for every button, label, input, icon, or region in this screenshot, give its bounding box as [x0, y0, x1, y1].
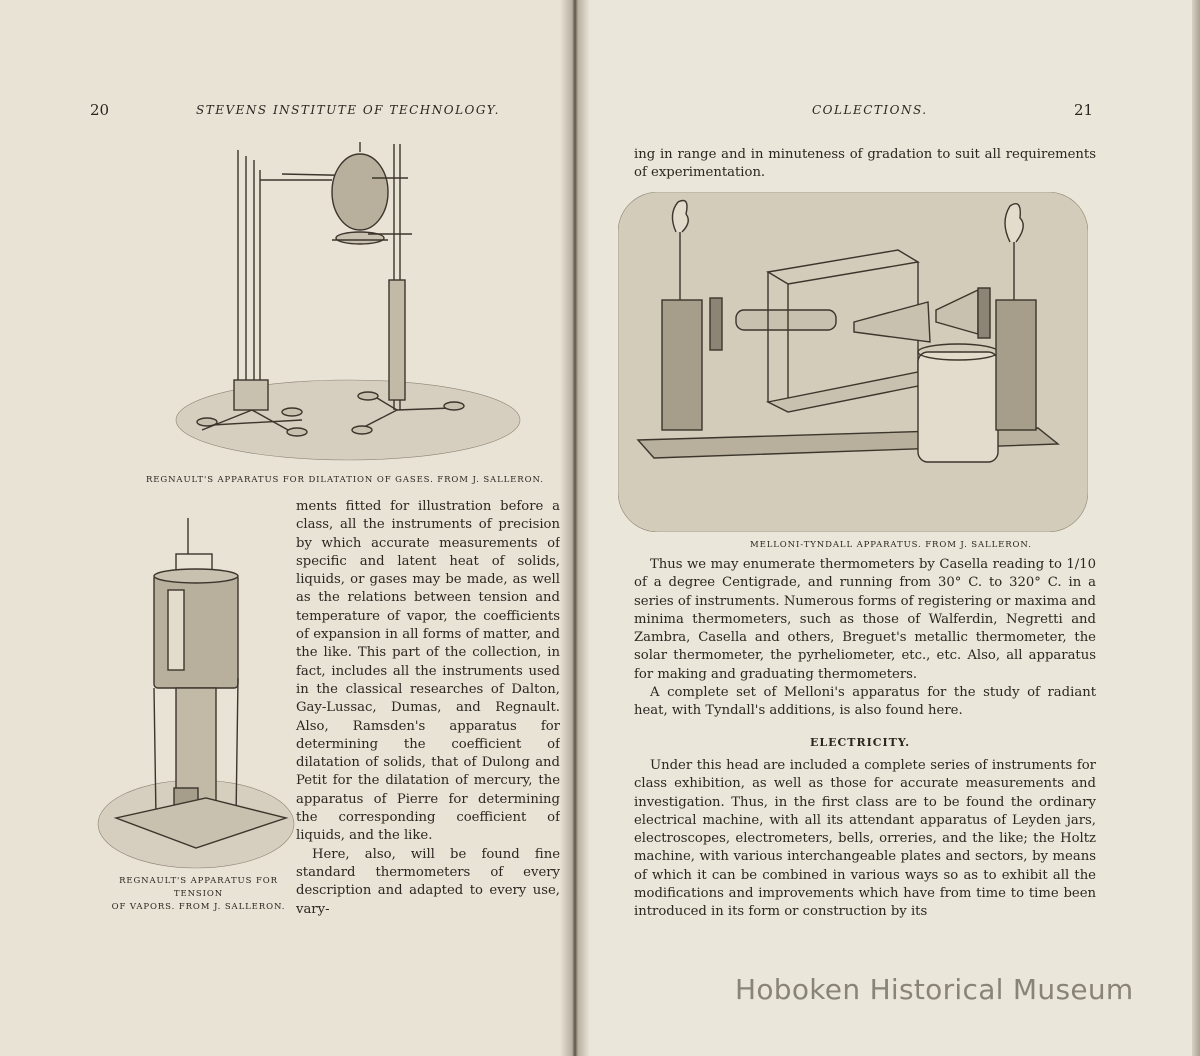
- figure1-caption: REGNAULT'S APPARATUS FOR DILATATION OF GASES. FROM J. SALLERON.: [146, 475, 544, 485]
- left-page: [0, 0, 572, 1056]
- right-paragraph-2: A complete set of Melloni's apparatus for the study of radiant heat, with Tyndall's additions, is also found here.: [634, 685, 1096, 719]
- museum-watermark: Hoboken Historical Museum: [735, 973, 1134, 1006]
- right-paragraph-0: ing in range and in minuteness of gradation to suit all requirements of experimentation.: [634, 147, 1096, 181]
- melloni-caption: MELLONI-TYNDALL APPARATUS. FROM J. SALLERON.: [750, 540, 1032, 550]
- melloni-tyndall-illustration: [618, 192, 1088, 532]
- right-paragraph-3: Under this head are included a complete series of instruments for class exhibition, as well as those for accurate measurements and investigation. Thus, in the first class are to be found the ordinary electrical machine, with all its attendant apparatus of Leyden jars, electroscopes, electrometers, bells, orreries, and the like; the Holtz machine, with various interchangeable plates and sectors, by means of which it can be combined in various ways so as to exhibit all the modifications and improvements which have from time to time been introduced in its form or construction by its: [634, 758, 1096, 920]
- right-electricity-text: [634, 757, 1096, 922]
- regnault-vapors-illustration: [96, 518, 296, 870]
- figure2-caption-line1: REGNAULT'S APPARATUS FOR TENSION: [119, 876, 278, 899]
- right-page: [578, 0, 1200, 1056]
- figure2-caption: [101, 875, 296, 914]
- page-edge: [1192, 0, 1200, 1056]
- right-body-text: [634, 556, 1096, 721]
- running-head-right: COLLECTIONS.: [812, 103, 928, 117]
- page-number-left: 20: [90, 101, 110, 119]
- left-paragraph-2: Here, also, will be found fine standard thermometers of every description and adapted to every use, vary-: [296, 846, 560, 917]
- right-paragraph-1: Thus we may enumerate thermometers by Casella reading to 1/10 of a degree Centigrade, and running from 30° C. to 320° C. in a series of instruments. Numerous forms of registering or maxima and minima thermometers, such as those of Walferdin, Negretti and Zambra, Casella and others, Breguet's metallic thermometer, the solar thermometer, the pyrheliometer, etc., etc. Also, all apparatus for making and graduating thermometers.: [634, 557, 1096, 682]
- left-body-text: [296, 498, 560, 919]
- book-gutter: [560, 0, 590, 1056]
- page-number-right: 21: [1074, 101, 1094, 119]
- regnault-gases-illustration: [172, 130, 524, 462]
- right-top-text: [634, 146, 1096, 183]
- running-head-left: STEVENS INSTITUTE OF TECHNOLOGY.: [196, 103, 500, 117]
- electricity-heading: ELECTRICITY.: [810, 736, 911, 749]
- figure2-caption-line2: OF VAPORS. FROM J. SALLERON.: [111, 902, 286, 912]
- left-paragraph-1: ments fitted for illustration before a class, all the instruments of precision by which accurate measurements of specific and latent heat of solids, liquids, or gases may be made, as well as the relations between tension and temperature of vapor, the coefficients of expansion in all forms of matter, and the like. This part of the collection, in fact, includes all the instruments used in the classical researches of Dalton, Gay-Lussac, Dumas, and Regnault. Also, Ramsden's apparatus for determining the coefficient of dilatation of solids, that of Dulong and Petit for the dilatation of mercury, the apparatus of Pierre for determining the corresponding coefficient of liquids, and the like.: [296, 499, 560, 844]
